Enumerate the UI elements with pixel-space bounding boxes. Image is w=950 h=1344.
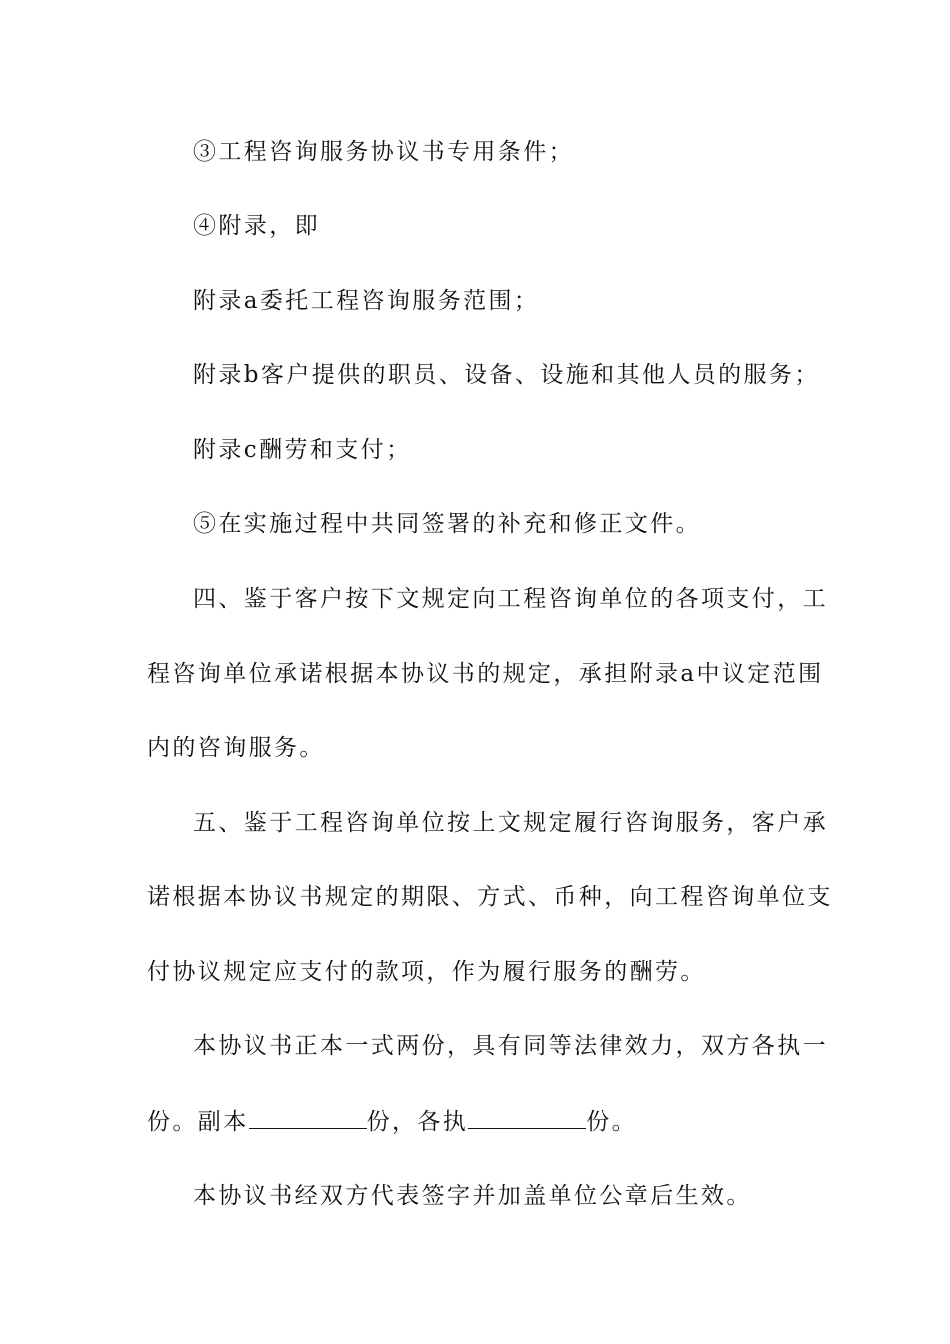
copies-text-1: 份。副本	[147, 1109, 249, 1135]
duplicate-count-blank	[249, 1106, 367, 1129]
clause-five-line-2: 诺根据本协议书规定的期限、方式、币种，向工程咨询单位支	[147, 884, 833, 910]
clause-four-line-3: 内的咨询服务。	[147, 735, 325, 761]
item-supplementary-documents: ⑤在实施过程中共同签署的补充和修正文件。	[193, 511, 701, 537]
appendix-c: 附录c酬劳和支付；	[193, 437, 412, 463]
item-special-conditions: ③工程咨询服务协议书专用条件；	[193, 139, 574, 165]
appendix-b: 附录b客户提供的职员、设备、设施和其他人员的服务；	[193, 362, 820, 388]
clause-four-line-1: 四、鉴于客户按下文规定向工程咨询单位的各项支付，工	[193, 586, 828, 612]
each-party-count-blank	[468, 1106, 586, 1129]
copies-text-3: 份。	[586, 1109, 638, 1135]
clause-five-line-1: 五、鉴于工程咨询单位按上文规定履行咨询服务，客户承	[193, 810, 828, 836]
clause-five-line-3: 付协议规定应支付的款项，作为履行服务的酬劳。	[147, 959, 706, 985]
copies-text-2: 份，各执	[366, 1109, 469, 1135]
copies-clause-line-2	[147, 1106, 812, 1137]
appendix-a: 附录a委托工程咨询服务范围；	[193, 288, 540, 314]
item-appendix-intro: ④附录，即	[193, 213, 320, 239]
copies-clause-line-1: 本协议书正本一式两份，具有同等法律效力，双方各执一	[193, 1033, 828, 1059]
clause-four-line-2: 程咨询单位承诺根据本协议书的规定，承担附录a中议定范围	[147, 661, 824, 687]
effectiveness-clause: 本协议书经双方代表签字并加盖单位公章后生效。	[193, 1183, 752, 1209]
